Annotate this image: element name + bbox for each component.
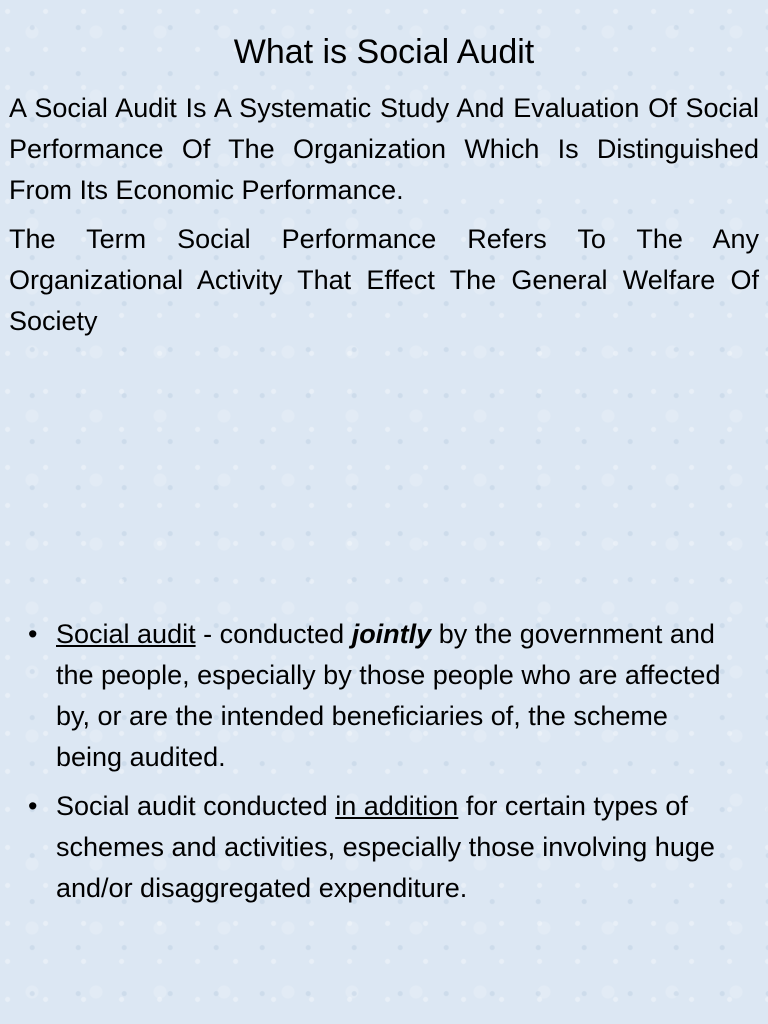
bullet-text-post: by the government and the people, especially by those people who are affected by, or are the intended beneficiaries of, the scheme being audited. xyxy=(56,619,721,772)
bullet-text-pre: - conducted xyxy=(195,619,352,649)
intro-section xyxy=(9,88,759,350)
bullet-text-pre: Social audit conducted xyxy=(56,791,336,821)
bullet-icon: • xyxy=(28,791,38,821)
bullet-list xyxy=(28,614,738,917)
bullet-underlined: in addition xyxy=(335,791,459,821)
bullet-item xyxy=(28,614,738,778)
bullet-item xyxy=(28,786,738,909)
definition-paragraph: A Social Audit Is A Systematic Study And Evaluation Of Social Performance Of The Organization Which Is Distinguished From Its Economic Performance. xyxy=(9,93,759,205)
bullet-emphasis: jointly xyxy=(351,619,432,649)
social-performance-paragraph: The Term Social Performance Refers To The Any Organizational Activity That Effect The General Welfare Of Society xyxy=(9,224,759,336)
bullet-term: Social audit xyxy=(56,619,196,649)
slide-title: What is Social Audit xyxy=(233,33,535,71)
bullet-icon: • xyxy=(28,619,38,649)
bullet-text-post: for certain types of schemes and activities, especially those involving huge and/or disaggregated expenditure. xyxy=(56,791,715,903)
